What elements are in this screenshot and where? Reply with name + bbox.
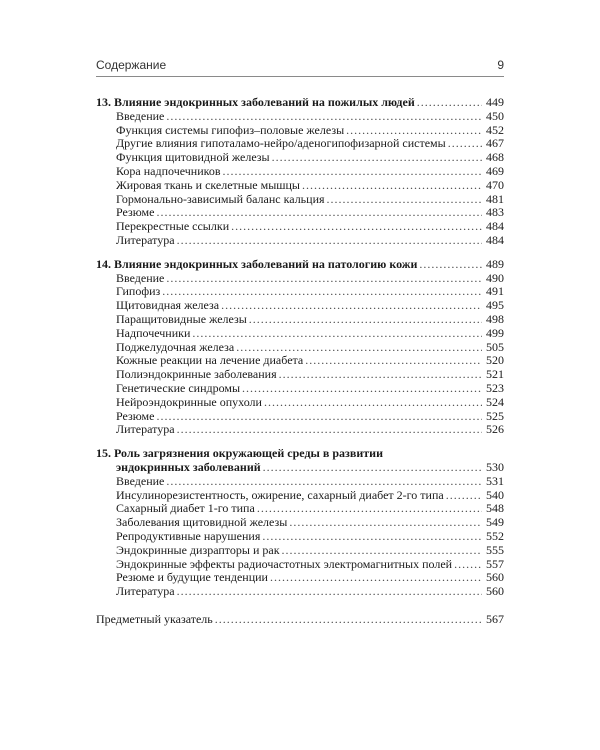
toc-chapter-title-line1: Роль загрязнения окружающей среды в развитии bbox=[114, 446, 383, 461]
header-title: Содержание bbox=[96, 58, 167, 72]
toc-entry-label: Генетические синдромы bbox=[116, 380, 241, 395]
toc-section bbox=[96, 447, 504, 599]
toc-entry[interactable] bbox=[96, 124, 504, 138]
toc-entry-label: Введение bbox=[116, 108, 165, 123]
toc-chapter-page: 449 bbox=[486, 95, 504, 109]
toc-entry-page: 452 bbox=[486, 122, 504, 137]
toc-entry-page: 469 bbox=[486, 163, 504, 178]
toc-entry[interactable] bbox=[96, 206, 504, 220]
toc-entry-label: Введение bbox=[116, 270, 165, 285]
toc-chapter-number: 14. bbox=[96, 256, 111, 271]
leader-dots bbox=[419, 258, 482, 272]
toc-entry-page: 505 bbox=[486, 339, 504, 354]
toc-entry[interactable] bbox=[96, 368, 504, 382]
leader-dots bbox=[264, 396, 482, 410]
toc-entry[interactable] bbox=[96, 558, 504, 572]
toc-section bbox=[96, 258, 504, 437]
toc-entry-page: 491 bbox=[486, 284, 504, 299]
toc-entry[interactable] bbox=[96, 354, 504, 368]
leader-dots bbox=[177, 234, 482, 248]
toc-entry[interactable] bbox=[96, 285, 504, 299]
leader-dots bbox=[289, 516, 482, 530]
toc-entry-label: Функция системы гипофиз–половые железы bbox=[116, 122, 345, 137]
leader-dots bbox=[302, 179, 482, 193]
leader-dots bbox=[242, 382, 482, 396]
leader-dots bbox=[282, 544, 482, 558]
toc-entry[interactable] bbox=[96, 544, 504, 558]
leader-dots bbox=[257, 502, 482, 516]
toc-entry[interactable] bbox=[96, 585, 504, 599]
toc-entry-label: Жировая ткань и скелетные мышцы bbox=[116, 177, 300, 192]
leader-dots bbox=[454, 558, 482, 572]
toc-entry-page: 499 bbox=[486, 325, 504, 340]
toc-entry[interactable] bbox=[96, 516, 504, 530]
toc-entry-label: Инсулинорезистентность, ожирение, сахарный диабет 2-го типа bbox=[116, 487, 444, 502]
toc-index-label: Предметный указатель bbox=[96, 611, 213, 626]
toc-entry[interactable] bbox=[96, 137, 504, 151]
toc-entry-page: 521 bbox=[486, 367, 504, 382]
toc-index-page: 567 bbox=[486, 611, 504, 626]
toc-entry-page: 552 bbox=[486, 528, 504, 543]
toc-chapter-number: 13. bbox=[96, 95, 111, 109]
toc-entry-label: Перекрестные ссылки bbox=[116, 219, 230, 234]
leader-dots bbox=[327, 193, 482, 207]
toc-entry[interactable] bbox=[96, 502, 504, 516]
toc-entry-label: Эндокринные дизрапторы и рак bbox=[116, 542, 280, 557]
toc-entry[interactable] bbox=[96, 382, 504, 396]
toc-chapter-heading[interactable] bbox=[96, 447, 504, 461]
leader-dots bbox=[215, 613, 482, 627]
toc-index-entry[interactable] bbox=[96, 613, 504, 627]
toc-entry[interactable] bbox=[96, 193, 504, 207]
toc-chapter-title: Влияние эндокринных заболеваний на пожилых людей bbox=[114, 95, 415, 109]
leader-dots bbox=[162, 285, 482, 299]
toc-entry-label: Кора надпочечников bbox=[116, 163, 221, 178]
leader-dots bbox=[279, 368, 482, 382]
toc-entry-label: Введение bbox=[116, 473, 165, 488]
toc-entry-page: 524 bbox=[486, 394, 504, 409]
toc-entry-label: Надпочечники bbox=[116, 325, 191, 340]
toc-entry-label: Литература bbox=[116, 232, 175, 247]
toc-entry[interactable] bbox=[96, 571, 504, 585]
toc-entry-page: 523 bbox=[486, 380, 504, 395]
toc-entry-page: 531 bbox=[486, 473, 504, 488]
toc-entry[interactable] bbox=[96, 423, 504, 437]
toc-chapter-page: 530 bbox=[486, 459, 504, 474]
toc-chapter-heading-cont[interactable] bbox=[96, 461, 504, 475]
toc-entry-page: 481 bbox=[486, 191, 504, 206]
toc-entry-label: Резюме bbox=[116, 408, 155, 423]
leader-dots bbox=[192, 327, 482, 341]
toc-entry[interactable] bbox=[96, 489, 504, 503]
toc-section bbox=[96, 96, 504, 248]
leader-dots bbox=[231, 220, 482, 234]
leader-dots bbox=[448, 137, 482, 151]
leader-dots bbox=[223, 165, 482, 179]
leader-dots bbox=[236, 341, 482, 355]
toc-entry-label: Гипофиз bbox=[116, 284, 161, 299]
toc-chapter-number: 15. bbox=[96, 446, 111, 461]
toc-sections bbox=[96, 96, 504, 599]
table-of-contents bbox=[96, 96, 504, 637]
toc-entry-page: 557 bbox=[486, 556, 504, 571]
toc-entry-label: Литература bbox=[116, 422, 175, 437]
leader-dots bbox=[156, 206, 482, 220]
leader-dots bbox=[346, 124, 482, 138]
toc-entry[interactable] bbox=[96, 410, 504, 424]
toc-entry[interactable] bbox=[96, 110, 504, 124]
toc-entry-page: 484 bbox=[486, 219, 504, 234]
toc-entry-page: 498 bbox=[486, 311, 504, 326]
toc-entry[interactable] bbox=[96, 220, 504, 234]
toc-entry-page: 549 bbox=[486, 515, 504, 530]
toc-entry-page: 467 bbox=[486, 136, 504, 151]
toc-entry-label: Функция щитовидной железы bbox=[116, 150, 270, 165]
leader-dots bbox=[166, 272, 482, 286]
toc-entry-page: 540 bbox=[486, 487, 504, 502]
toc-entry-label: Нейроэндокринные опухоли bbox=[116, 394, 262, 409]
toc-entry-label: Резюме bbox=[116, 205, 155, 220]
toc-chapter-heading[interactable] bbox=[96, 96, 504, 110]
toc-chapter-page: 489 bbox=[486, 256, 504, 271]
toc-entry-label: Гормонально-зависимый баланс кальция bbox=[116, 191, 325, 206]
toc-entry[interactable] bbox=[96, 475, 504, 489]
toc-entry[interactable] bbox=[96, 396, 504, 410]
toc-entry-page: 520 bbox=[486, 353, 504, 368]
toc-entry[interactable] bbox=[96, 165, 504, 179]
toc-entry[interactable] bbox=[96, 341, 504, 355]
toc-entry-page: 450 bbox=[486, 108, 504, 123]
toc-entry-page: 484 bbox=[486, 232, 504, 247]
running-header bbox=[96, 58, 504, 77]
toc-index-section bbox=[96, 613, 504, 627]
toc-entry-page: 483 bbox=[486, 205, 504, 220]
toc-entry-page: 555 bbox=[486, 542, 504, 557]
toc-entry-page: 526 bbox=[486, 422, 504, 437]
toc-entry-label: Литература bbox=[116, 584, 175, 599]
leader-dots bbox=[177, 423, 482, 437]
leader-dots bbox=[166, 475, 482, 489]
leader-dots bbox=[177, 585, 482, 599]
leader-dots bbox=[272, 151, 482, 165]
toc-entry-page: 468 bbox=[486, 150, 504, 165]
toc-entry[interactable] bbox=[96, 151, 504, 165]
toc-chapter-heading[interactable] bbox=[96, 258, 504, 272]
toc-entry-label: Щитовидная железа bbox=[116, 298, 220, 313]
toc-entry-page: 495 bbox=[486, 298, 504, 313]
leader-dots bbox=[270, 571, 482, 585]
toc-entry-page: 548 bbox=[486, 501, 504, 516]
leader-dots bbox=[417, 96, 482, 110]
toc-entry-page: 560 bbox=[486, 584, 504, 599]
leader-dots bbox=[156, 410, 482, 424]
leader-dots bbox=[262, 530, 482, 544]
toc-chapter-title: Влияние эндокринных заболеваний на патологию кожи bbox=[114, 256, 418, 271]
toc-entry-page: 490 bbox=[486, 270, 504, 285]
leader-dots bbox=[446, 489, 482, 503]
toc-entry-label: Репродуктивные нарушения bbox=[116, 528, 261, 543]
toc-entry-page: 525 bbox=[486, 408, 504, 423]
header-page-number: 9 bbox=[497, 58, 504, 72]
toc-entry[interactable] bbox=[96, 234, 504, 248]
toc-entry-label: Паращитовидные железы bbox=[116, 311, 247, 326]
leader-dots bbox=[221, 299, 482, 313]
toc-entry-label: Кожные реакции на лечение диабета bbox=[116, 353, 304, 368]
toc-entry-label: Другие влияния гипоталамо-нейро/аденогипофизарной системы bbox=[116, 136, 446, 151]
toc-entry-label: Поджелудочная железа bbox=[116, 339, 235, 354]
toc-entry[interactable] bbox=[96, 313, 504, 327]
leader-dots bbox=[166, 110, 482, 124]
leader-dots bbox=[263, 461, 482, 475]
toc-entry-label: Эндокринные эффекты радиочастотных электромагнитных полей bbox=[116, 556, 453, 571]
toc-entry-label: Сахарный диабет 1-го типа bbox=[116, 501, 255, 516]
toc-entry[interactable] bbox=[96, 327, 504, 341]
toc-chapter-title-line2: эндокринных заболеваний bbox=[116, 459, 261, 474]
leader-dots bbox=[305, 354, 482, 368]
toc-entry[interactable] bbox=[96, 530, 504, 544]
toc-entry-label: Полиэндокринные заболевания bbox=[116, 367, 277, 382]
leader-dots bbox=[249, 313, 482, 327]
toc-entry-label: Заболевания щитовидной железы bbox=[116, 515, 288, 530]
toc-entry-label: Резюме и будущие тенденции bbox=[116, 570, 268, 585]
toc-entry-page: 470 bbox=[486, 177, 504, 192]
toc-entry[interactable] bbox=[96, 299, 504, 313]
toc-entry-page: 560 bbox=[486, 570, 504, 585]
toc-entry[interactable] bbox=[96, 179, 504, 193]
toc-entry[interactable] bbox=[96, 272, 504, 286]
